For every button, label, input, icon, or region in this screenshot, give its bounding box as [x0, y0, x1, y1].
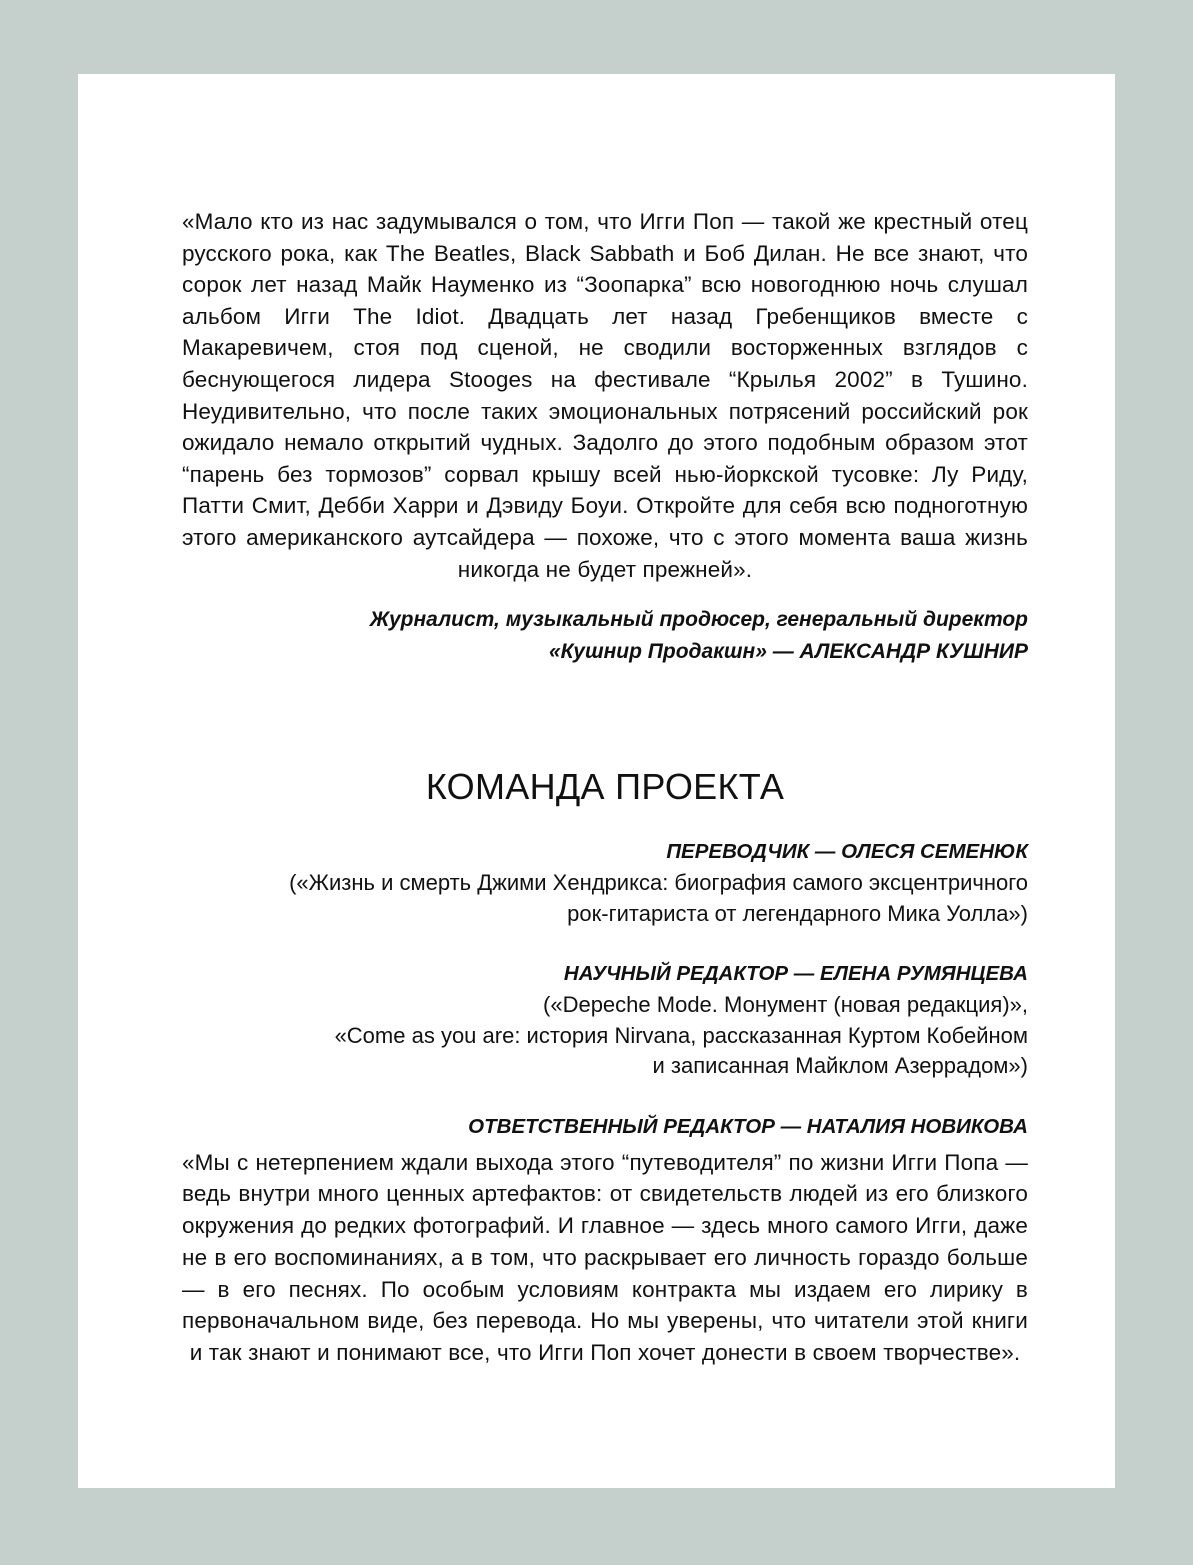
science-editor-credit	[182, 959, 1028, 1082]
page-content	[182, 206, 1028, 1369]
science-editor-work-line-1: («Depeche Mode. Монумент (новая редакция)»,	[543, 991, 1028, 1017]
science-editor-work-line-2: «Come as you are: история Nirvana, рассказанная Куртом Кобейном	[334, 1022, 1028, 1048]
translator-work-line-1: («Жизнь и смерть Джими Хендрикса: биография самого эксцентричного	[289, 869, 1028, 895]
translator-credit	[182, 837, 1028, 929]
kushnir-quote: «Мало кто из нас задумывался о том, что Игги Поп — такой же крестный отец русского рока, как The Beatles, Black Sabbath и Боб Дилан. Не все знают, что сорок лет назад Майк Науменко из “Зоопарка” всю новогоднюю ночь слушал альбом Игги The Idiot. Двадцать лет назад Гребенщиков вместе с Макаревичем, стоя под сценой, не сводили восторженных взглядов с беснующегося лидера Stooges на фестивале “Крылья 2002” в Тушино. Неудивительно, что после таких эмоциональных потрясений российский рок ожидало немало открытий чудных. Задолго до этого подобным образом этот “парень без тормозов” сорвал крышу всей нью-йоркской тусовке: Лу Риду, Патти Смит, Дебби Харри и Дэвиду Боуи. Откройте для себя всю подноготную этого американского аутсайдера — похоже, что с этого момента ваша жизнь никогда не будет прежней».	[182, 209, 1028, 582]
managing-editor-role: ОТВЕТСТВЕННЫЙ РЕДАКТОР — НАТАЛИЯ НОВИКОВА	[468, 1115, 1028, 1139]
attribution-line-1: Журналист, музыкальный продюсер, генеральный директор	[369, 608, 1028, 632]
science-editor-work-line-3: и записанная Майклом Азеррадом»)	[652, 1053, 1028, 1079]
quote-attribution	[182, 604, 1028, 667]
managing-editor-credit	[182, 1112, 1028, 1143]
attribution-line-2: «Кушнир Продакшн» — АЛЕКСАНДР КУШНИР	[548, 639, 1028, 663]
team-section-title: КОМАНДА ПРОЕКТА	[425, 766, 785, 808]
science-editor-role: НАУЧНЫЙ РЕДАКТОР — ЕЛЕНА РУМЯНЦЕВА	[563, 962, 1028, 986]
translator-work-line-2: рок-гитариста от легендарного Мика Уолла»)	[567, 900, 1028, 926]
managing-editor-quote: «Мы с нетерпением ждали выхода этого “путеводителя” по жизни Игги Попа — ведь внутри много ценных артефактов: от свидетельств людей из его близкого окружения до редких фотографий. И главное — здесь много самого Игги, даже не в его воспоминаниях, а в том, что раскрывает его личность гораздо больше — в его песнях. По особым условиям контракта мы издаем его лирику в первоначальном виде, без перевода. Но мы уверены, что читатели этой книги и так знают и понимают все, что Игги Поп хочет донести в своем творчестве».	[182, 1149, 1028, 1365]
translator-role: ПЕРЕВОДЧИК — ОЛЕСЯ СЕМЕНЮК	[666, 840, 1028, 864]
book-page	[78, 74, 1115, 1488]
